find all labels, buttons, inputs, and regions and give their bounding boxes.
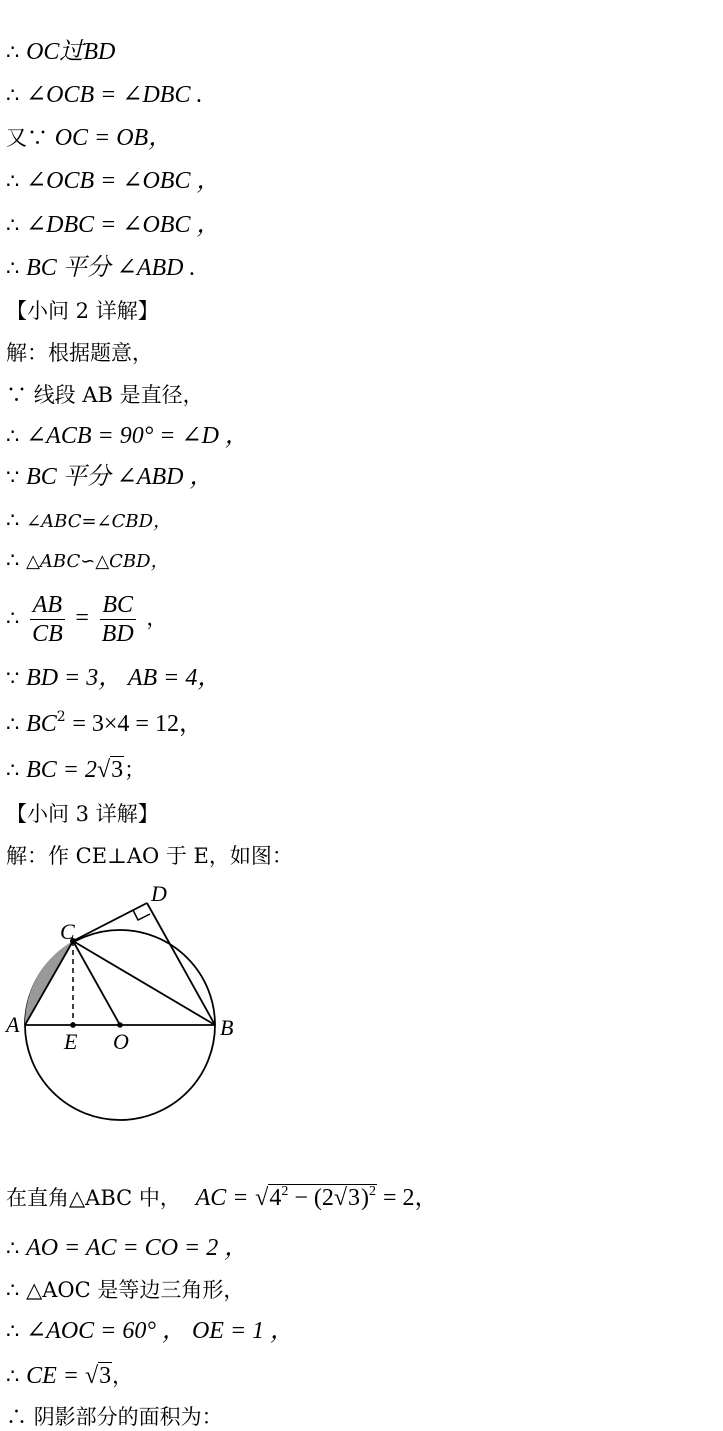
statement-text: 解：根据题意， xyxy=(6,341,153,365)
line-ocb-eq-dbc xyxy=(6,81,202,109)
line-equal-sides xyxy=(6,1234,248,1262)
base-4: 4 xyxy=(269,1185,282,1211)
label-b: B xyxy=(220,1015,234,1040)
line-ce-value xyxy=(6,1362,133,1390)
therefore-symbol: ∴ xyxy=(6,1364,20,1388)
therefore-symbol: ∴ xyxy=(6,606,20,630)
radicand: 3 xyxy=(111,757,124,783)
label-o: O xyxy=(113,1029,129,1054)
therefore-symbol: ∴ xyxy=(6,1278,20,1302)
exponent: 2 xyxy=(369,1184,377,1199)
line-ocb-eq-obc xyxy=(6,167,220,195)
segment-co xyxy=(73,941,120,1025)
heading-text: 【小问 2 详解】 xyxy=(6,299,159,323)
line-given-lengths xyxy=(6,664,221,692)
statement-text: ∠AOC = 60° ， OE = 1 ， xyxy=(26,1318,295,1344)
ce-term: CE = xyxy=(26,1363,85,1389)
because-symbol: ∵ xyxy=(6,666,20,690)
because-symbol: ∵ xyxy=(6,383,27,407)
therefore-symbol: ∴ xyxy=(6,169,20,193)
right-angle-mark xyxy=(133,910,150,920)
fraction-bc-bd xyxy=(100,591,136,648)
statement-text: BD = 3， AB = 4， xyxy=(26,665,222,691)
statement-text: 线段 AB 是直径， xyxy=(33,383,204,407)
line-abc-eq-cbd xyxy=(6,506,171,536)
numerator: BC xyxy=(100,591,136,620)
denominator: BD xyxy=(101,621,134,647)
label-d: D xyxy=(151,881,167,906)
line-bc-bisects-2 xyxy=(6,463,214,491)
segment-ac xyxy=(25,941,73,1025)
line-aoc-60 xyxy=(6,1317,294,1345)
equals-sign: = xyxy=(75,605,89,631)
statement-text: ∠OCB = ∠OBC ， xyxy=(26,168,221,194)
inner-sqrt: √3 xyxy=(333,1185,361,1211)
therefore-symbol: ∴ xyxy=(6,508,20,532)
line-bc-squared xyxy=(6,710,203,738)
line-dbc-eq-obc xyxy=(6,211,220,239)
exponent: 2 xyxy=(281,1184,289,1199)
denominator: CB xyxy=(32,621,63,647)
line-shaded-area xyxy=(6,1403,223,1431)
statement-text: ∠ABC=∠CBD， xyxy=(26,511,172,532)
close-paren: ) xyxy=(361,1185,370,1211)
fraction-ab-cb xyxy=(30,591,65,648)
statement-text: BC 平分 ∠ABD ， xyxy=(26,464,214,490)
statement-text: OC = OB， xyxy=(54,125,173,151)
label-e: E xyxy=(64,1029,78,1054)
exponent: 2 xyxy=(56,709,66,725)
radicand: 3 xyxy=(99,1363,112,1389)
therefore-symbol: ∴ xyxy=(6,213,20,237)
line-oc-through-bd xyxy=(6,38,115,66)
line-ac-length xyxy=(6,1180,439,1216)
numerator: AB xyxy=(30,591,65,620)
statement-text: ∠DBC = ∠OBC ， xyxy=(26,212,221,238)
bc-term: BC xyxy=(26,711,57,737)
section-heading-q2 xyxy=(6,297,159,325)
line-bc-bisects xyxy=(6,254,196,282)
because-symbol: 又∵ xyxy=(6,126,48,150)
bc-term: BC = 2 xyxy=(26,757,97,783)
radicand: 3 xyxy=(348,1185,361,1211)
sqrt-3: √3 xyxy=(96,757,124,783)
because-symbol: ∵ xyxy=(6,465,20,489)
line-acb-90 xyxy=(6,422,249,450)
line-solution-intro xyxy=(6,339,153,367)
label-c: C xyxy=(60,919,75,944)
line-construct-ce xyxy=(6,842,293,870)
therefore-symbol: ∴ xyxy=(6,712,20,736)
comma: ， xyxy=(112,1364,134,1388)
sqrt-expression: $√4^2 - (2√3)^2$ xyxy=(255,1180,377,1216)
heading-text: 【小问 3 详解】 xyxy=(6,802,159,826)
line-equilateral xyxy=(6,1276,244,1304)
statement-text: AO = AC = CO = 2 ， xyxy=(26,1235,249,1261)
label-a: A xyxy=(6,1012,20,1037)
result: = 2， xyxy=(377,1185,439,1211)
statement-text: 解：作 CE⊥AO 于 E，如图： xyxy=(6,844,293,868)
line-ratio xyxy=(6,588,167,648)
statement-text: BC 平分 ∠ABD . xyxy=(26,255,196,281)
therefore-symbol: ∴ xyxy=(6,256,20,280)
statement-text: OC过BD xyxy=(26,39,116,65)
comma: ， xyxy=(146,606,168,630)
therefore-symbol: ∴ xyxy=(6,40,20,64)
therefore-symbol: ∴ xyxy=(6,1319,20,1343)
point-o xyxy=(117,1022,123,1028)
geometry-figure xyxy=(0,878,260,1128)
line-oc-eq-ob xyxy=(6,124,172,152)
point-e xyxy=(70,1022,76,1028)
line-ab-diameter xyxy=(6,381,204,409)
segment-db xyxy=(147,903,215,1025)
therefore-symbol: ∴ xyxy=(6,83,20,107)
therefore-symbol: ∴ xyxy=(6,548,20,572)
statement-text: ∠OCB = ∠DBC . xyxy=(26,82,203,108)
section-heading-q3 xyxy=(6,800,159,828)
therefore-symbol: ∴ xyxy=(6,424,20,448)
semicolon: ； xyxy=(124,758,146,782)
minus-term: − (2 xyxy=(288,1185,334,1211)
statement-text: = 3×4 = 12， xyxy=(72,711,203,737)
therefore-symbol: ∴ xyxy=(6,758,20,782)
sqrt-3: √3 xyxy=(84,1363,112,1389)
line-bc-value xyxy=(6,756,145,784)
statement-text: ∠ACB = 90° = ∠D ， xyxy=(26,423,249,449)
statement-text: △ABC∽△CBD， xyxy=(26,551,169,572)
statement-text: △AOC 是等边三角形， xyxy=(26,1278,245,1302)
statement-text: 在直角△ABC 中， xyxy=(6,1186,181,1210)
therefore-symbol: ∴ xyxy=(6,1236,20,1260)
segment-cb xyxy=(73,941,215,1025)
segment-cd xyxy=(73,903,147,941)
line-similar-triangles xyxy=(6,546,169,576)
ac-term: AC = xyxy=(195,1185,249,1211)
statement-text: 阴影部分的面积为： xyxy=(33,1405,223,1429)
therefore-symbol: ∴ xyxy=(6,1405,27,1429)
